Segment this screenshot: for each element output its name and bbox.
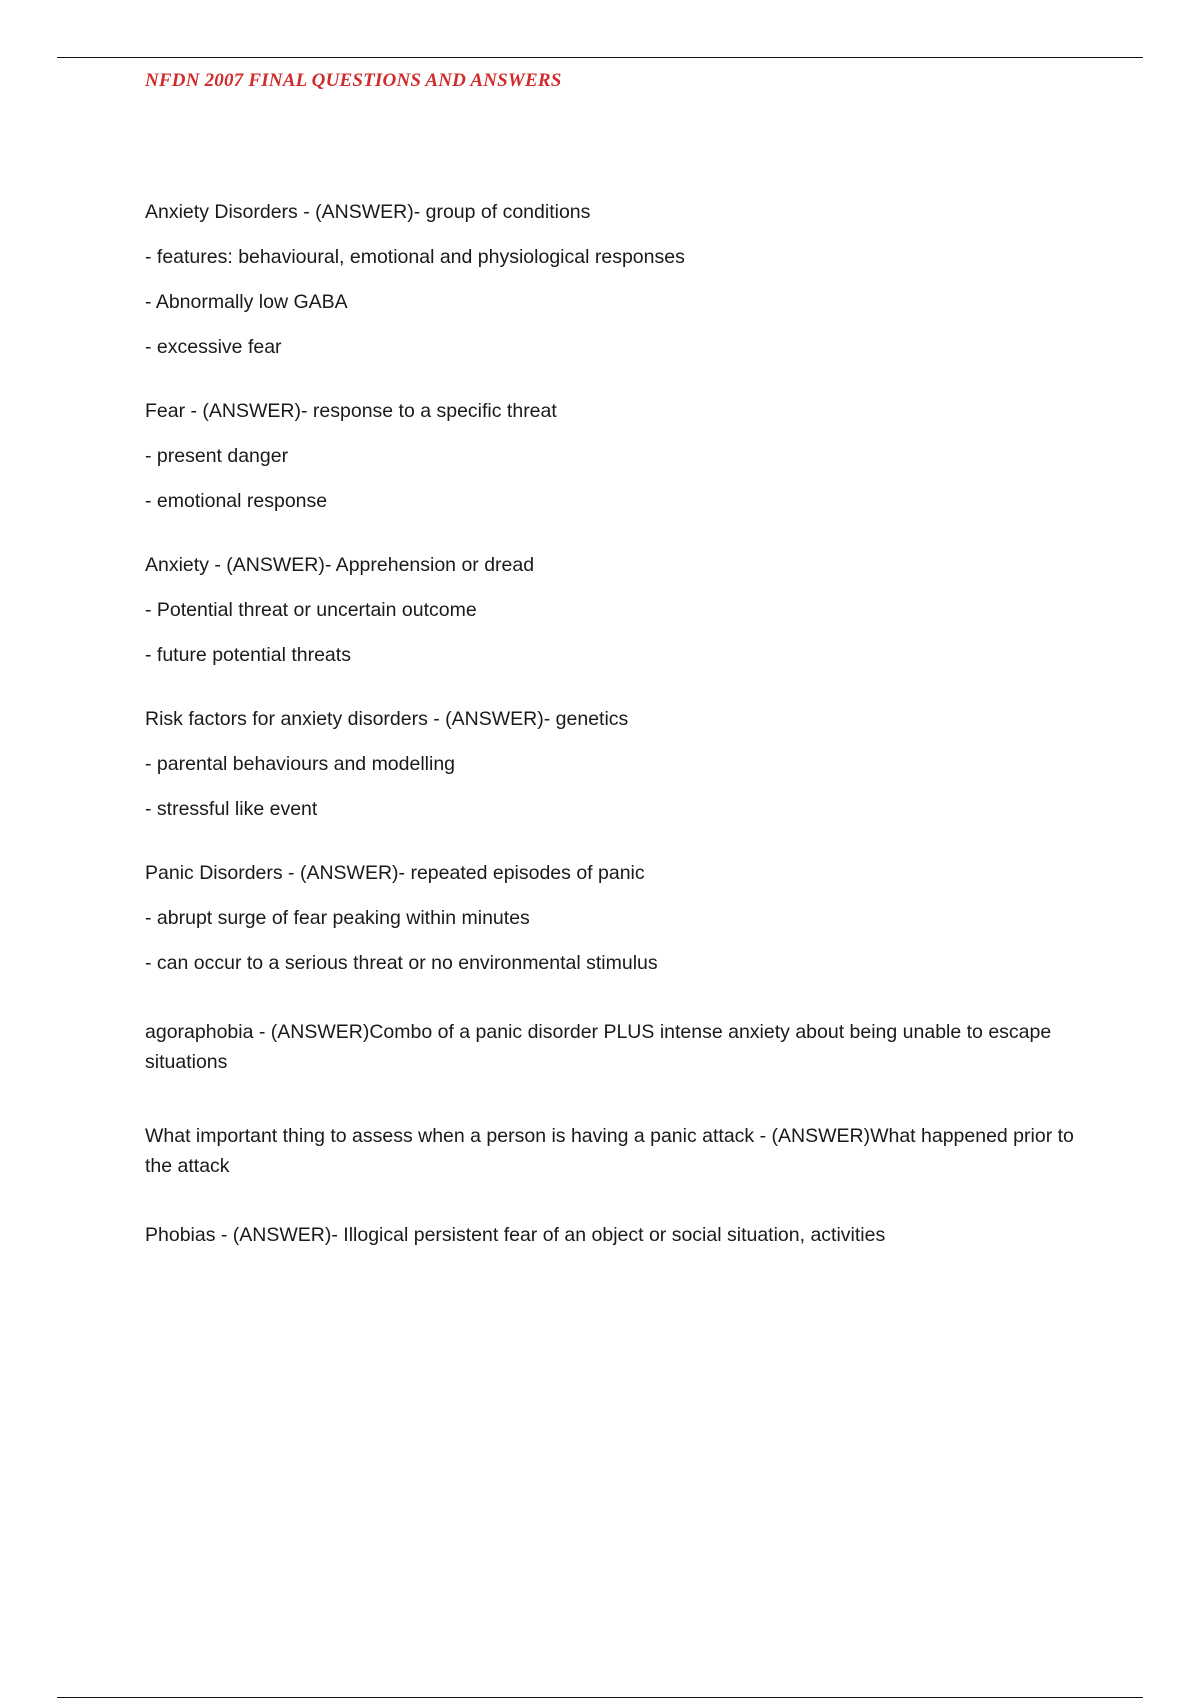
footer-rule (57, 1697, 1143, 1698)
qa-line: Anxiety Disorders - (ANSWER)- group of conditions (145, 201, 591, 223)
qa-line: - emotional response (145, 490, 328, 512)
qa-line: What important thing to assess when a person is having a panic attack - (ANSWER)What happened prior to the attack (145, 1125, 1074, 1177)
qa-line: - can occur to a serious threat or no environmental stimulus (145, 952, 658, 974)
qa-line: Panic Disorders - (ANSWER)- repeated episodes of panic (145, 862, 645, 884)
qa-line: - excessive fear (145, 336, 282, 358)
qa-item (145, 709, 1095, 819)
qa-line: Anxiety - (ANSWER)- Apprehension or dread (145, 554, 535, 576)
qa-line: - present danger (145, 445, 289, 467)
qa-line: - stressful like event (145, 798, 318, 820)
qa-line: - Potential threat or uncertain outcome (145, 599, 477, 621)
qa-item (145, 202, 1095, 357)
qa-line: Phobias - (ANSWER)- Illogical persistent fear of an object or social situation, activities (145, 1224, 886, 1246)
qa-item (145, 401, 1095, 511)
qa-item (145, 1017, 1095, 1077)
document-title: NFDN 2007 FINAL QUESTIONS AND ANSWERS (145, 70, 562, 91)
document-body (145, 202, 1095, 1289)
header-rule (57, 57, 1143, 58)
qa-item (145, 1225, 1095, 1245)
qa-line: - parental behaviours and modelling (145, 753, 456, 775)
qa-line: Risk factors for anxiety disorders - (ANSWER)- genetics (145, 708, 629, 730)
qa-line: - future potential threats (145, 644, 351, 666)
qa-item (145, 863, 1095, 973)
qa-line: - features: behavioural, emotional and physiological responses (145, 246, 685, 268)
qa-line: - Abnormally low GABA (145, 291, 348, 313)
qa-line: Fear - (ANSWER)- response to a specific threat (145, 400, 557, 422)
qa-item (145, 555, 1095, 665)
qa-item (145, 1121, 1095, 1181)
qa-line: - abrupt surge of fear peaking within minutes (145, 907, 530, 929)
qa-line: agoraphobia - (ANSWER)Combo of a panic disorder PLUS intense anxiety about being unable to escape situations (145, 1021, 1052, 1073)
